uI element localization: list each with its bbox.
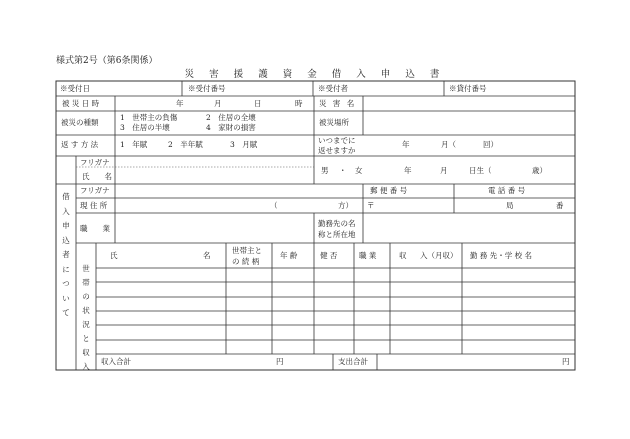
col-name-part2: 名: [203, 251, 211, 260]
postal-code-label: 郵 便 番 号: [370, 186, 408, 195]
phone-label: 電 話 番 号: [488, 186, 526, 195]
income-total-label: 収入合計: [101, 357, 131, 366]
furigana-label: フリガナ: [80, 158, 110, 167]
gender-female: 女: [355, 166, 363, 175]
disaster-name-label: 災 害 名: [319, 99, 357, 108]
damage-option-4: 4 家財の損害: [206, 123, 256, 132]
col-relation-line2: の 続 柄: [232, 257, 260, 266]
col-health: 健 否: [320, 251, 338, 260]
form-title: 災 害 援 護 資 金 借 入 申 込 書: [184, 69, 446, 80]
phone-exchange-unit: 局: [506, 201, 514, 210]
repay-times-unit: 回）: [483, 140, 498, 149]
col-relation-line1: 世帯主と: [232, 246, 262, 255]
repay-until-label-2: 返せますか: [318, 146, 356, 155]
damage-option-3: 3 住居の半壊: [120, 123, 170, 132]
disaster-year-unit: 年: [176, 99, 184, 108]
col-workplace-school: 勤 務 先・学 校 名: [470, 251, 533, 260]
repay-month-unit: 月（: [441, 140, 456, 149]
repayment-option-1: 1 年賦: [120, 140, 148, 149]
col-income-part2: 入（月収）: [420, 251, 458, 260]
birth-month-unit: 月: [440, 166, 448, 175]
receipt-person-label: ※受付者: [318, 84, 348, 93]
damage-type-label: 被災の種類: [61, 118, 99, 127]
expense-total-unit: 円: [562, 357, 570, 366]
repay-until-label-1: いつまでに: [318, 136, 356, 145]
repayment-label: 返 す 方 法: [61, 140, 99, 149]
receipt-number-label: ※受付番号: [188, 84, 226, 93]
col-age: 年 齢: [280, 251, 298, 260]
workplace-label-1: 勤務先の名: [318, 219, 356, 228]
repayment-option-3: 3 月賦: [230, 140, 258, 149]
col-income-part1: 収: [399, 251, 407, 260]
damage-option-1: 1 世帯主の負傷: [120, 113, 178, 122]
workplace-label-2: 称と所在地: [318, 230, 356, 239]
birth-label: 日生（: [469, 166, 492, 175]
occupation-label: 職 業: [80, 224, 110, 233]
damage-place-label: 被災場所: [319, 118, 349, 127]
address-paren-close: 方）: [338, 201, 353, 210]
disaster-day-unit: 日: [254, 99, 262, 108]
furigana-label-2: フリガナ: [80, 186, 110, 195]
name-label: 氏 名: [82, 172, 112, 181]
damage-option-2: 2 住居の全壊: [206, 113, 256, 122]
address-paren-open: （: [270, 201, 278, 210]
birth-year-unit: 年: [404, 166, 412, 175]
receipt-date-label: ※受付日: [60, 84, 90, 93]
postal-mark: 〒: [367, 201, 375, 210]
age-unit: 歳）: [532, 166, 547, 175]
col-name-part1: 氏: [110, 251, 118, 260]
address-label: 現 住 所: [80, 201, 108, 210]
form-number: 様式第2号（第6条関係）: [56, 56, 158, 66]
disaster-datetime-label: 被 災 日 時: [62, 99, 100, 108]
household-section-label: 世 帯 の 状 況 と 収 入: [82, 264, 90, 371]
repayment-option-2: 2 半年賦: [168, 140, 203, 149]
disaster-hour-unit: 時: [295, 99, 303, 108]
gender-male: 男: [321, 166, 329, 175]
applicant-section-label: 借 入 申 込 者 に つ い て: [62, 192, 70, 317]
loan-number-label: ※貸付番号: [449, 84, 487, 93]
expense-total-label: 支出合計: [338, 357, 368, 366]
phone-number-unit: 番: [556, 201, 564, 210]
gender-dot: ・: [339, 166, 347, 175]
disaster-month-unit: 月: [214, 99, 222, 108]
repay-year-unit: 年: [402, 140, 410, 149]
income-total-unit: 円: [276, 357, 284, 366]
col-job: 職 業: [359, 251, 377, 260]
